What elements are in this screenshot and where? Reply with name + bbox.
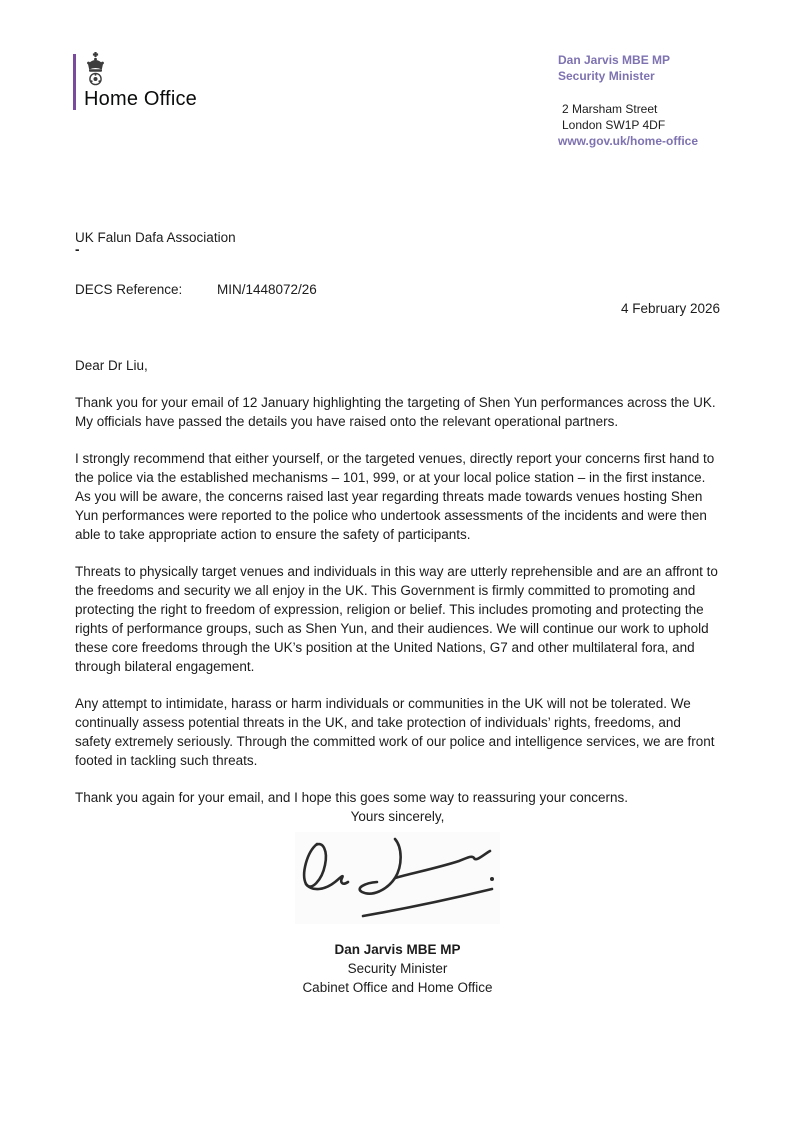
address-line-1: 2 Marsham Street — [562, 102, 658, 116]
paragraph-1: Thank you for your email of 12 January highlighting the targeting of Shen Yun performances across the UK. My officials have passed the details you have raised onto the relevant operational partners. — [75, 395, 716, 429]
paragraph-3: Threats to physically target venues and individuals in this way are utterly reprehensible and are an affront to the freedoms and security we all enjoy in the UK. This Government is firmly committed to promoting and protecting the right to freedom of expression, religion or belief. This includes promoting and protecting the rights of performance groups, such as Shen Yun, and their audiences. We will continue our work to uphold these core freedoms through the UK’s position at the United Nations, G7 and other multilateral fora, and through bilateral engagement. — [75, 564, 718, 674]
signatory-title: Security Minister — [347, 961, 448, 976]
paragraph-5: Thank you again for your email, and I hope this goes some way to reassuring your concerns. — [75, 790, 629, 805]
closing-phrase: Yours sincerely, — [350, 809, 445, 824]
minister-name: Dan Jarvis MBE MP — [558, 53, 671, 67]
recipient-name: UK Falun Dafa Association — [75, 230, 236, 245]
letter-body — [75, 228, 720, 997]
reference-line — [75, 280, 720, 299]
website-link[interactable]: www.gov.uk/home-office — [558, 134, 699, 148]
handwritten-signature — [295, 832, 500, 924]
office-address — [558, 101, 758, 133]
letterhead — [0, 0, 794, 170]
reference-value: MIN/1448072/26 — [217, 282, 317, 297]
signatory-block — [75, 940, 720, 997]
address-line-2: London SW1P 4DF — [562, 118, 666, 132]
salutation: Dear Dr Liu, — [75, 358, 148, 373]
paragraph-4: Any attempt to intimidate, harass or harm individuals or communities in the UK will not be tolerated. We continually assess potential threats in the UK, and take protection of individuals’ rights, freedoms, and safety extremely seriously. Through the committed work of our police and intelligence services, we are front footed in tackling such threats. — [75, 696, 715, 768]
reference-label: DECS Reference: — [75, 282, 183, 297]
signatory-name: Dan Jarvis MBE MP — [334, 942, 461, 957]
signatory-department: Cabinet Office and Home Office — [302, 980, 493, 995]
paragraph-2: I strongly recommend that either yourself, or the targeted venues, directly report your concerns first hand to the police via the established mechanisms – 101, 999, or at your local police station – in the first instance. As you will be aware, the concerns raised last year regarding threats made towards venues hosting Shen Yun performances were reported to the police who undertook assessments of the incidents and were then able to take appropriate action to ensure the safety of participants. — [75, 451, 715, 542]
recipient-line-clipped: - — [75, 242, 79, 257]
minister-title: Security Minister — [558, 69, 655, 83]
contact-block — [558, 52, 758, 149]
letter-date: 4 February 2026 — [620, 301, 720, 316]
brand-bar — [73, 54, 76, 110]
royal-crest-icon — [84, 52, 107, 91]
department-name: Home Office — [84, 88, 197, 110]
